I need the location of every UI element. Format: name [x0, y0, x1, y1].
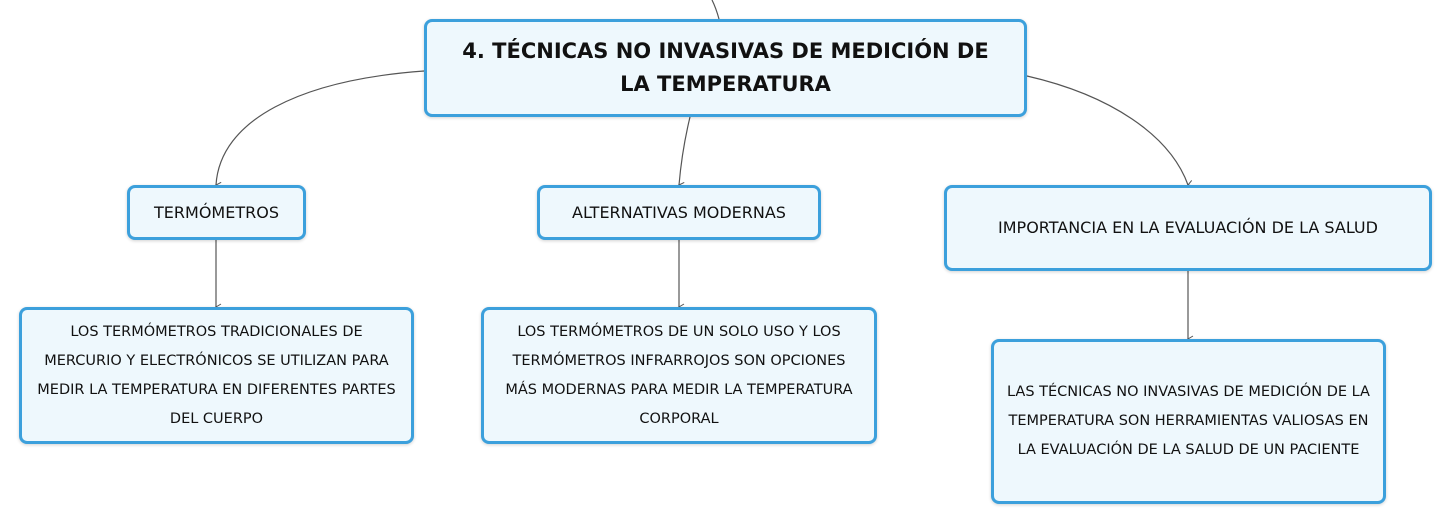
branch-node-label: TERMÓMETROS — [154, 202, 279, 222]
connector-incoming-root — [712, 0, 719, 19]
branch-node-importancia-salud[interactable] — [944, 185, 1432, 271]
connector-root-to-alternativas — [679, 117, 690, 185]
root-node-title: 4. TÉCNICAS NO INVASIVAS DE MEDICIÓN DE LA TEMPERATURA — [462, 39, 989, 96]
connector-root-to-importancia — [1027, 76, 1188, 185]
root-node[interactable] — [424, 19, 1027, 117]
branch-node-alternativas-modernas[interactable] — [537, 185, 821, 240]
detail-node-text: LOS TERMÓMETROS DE UN SOLO USO Y LOS TERMÓMETROS INFRARROJOS SON OPCIONES MÁS MODERNAS PARA MEDIR LA TEMPERATURA CORPORAL — [505, 323, 853, 427]
detail-node-termometros[interactable] — [19, 307, 414, 444]
branch-node-label: IMPORTANCIA EN LA EVALUACIÓN DE LA SALUD — [998, 218, 1378, 237]
connector-root-to-termometros — [216, 71, 424, 185]
detail-node-text: LOS TERMÓMETROS TRADICIONALES DE MERCURIO Y ELECTRÓNICOS SE UTILIZAN PARA MEDIR LA TEMPERATURA EN DIFERENTES PARTES DEL CUERPO — [37, 323, 396, 427]
branch-node-label: ALTERNATIVAS MODERNAS — [572, 202, 786, 222]
detail-node-alternativas-modernas[interactable] — [481, 307, 877, 444]
branch-node-termometros[interactable] — [127, 185, 306, 240]
detail-node-importancia-salud[interactable] — [991, 339, 1386, 504]
detail-node-text: LAS TÉCNICAS NO INVASIVAS DE MEDICIÓN DE LA TEMPERATURA SON HERRAMIENTAS VALIOSAS EN LA EVALUACIÓN DE LA SALUD DE UN PACIENTE — [1007, 384, 1370, 458]
